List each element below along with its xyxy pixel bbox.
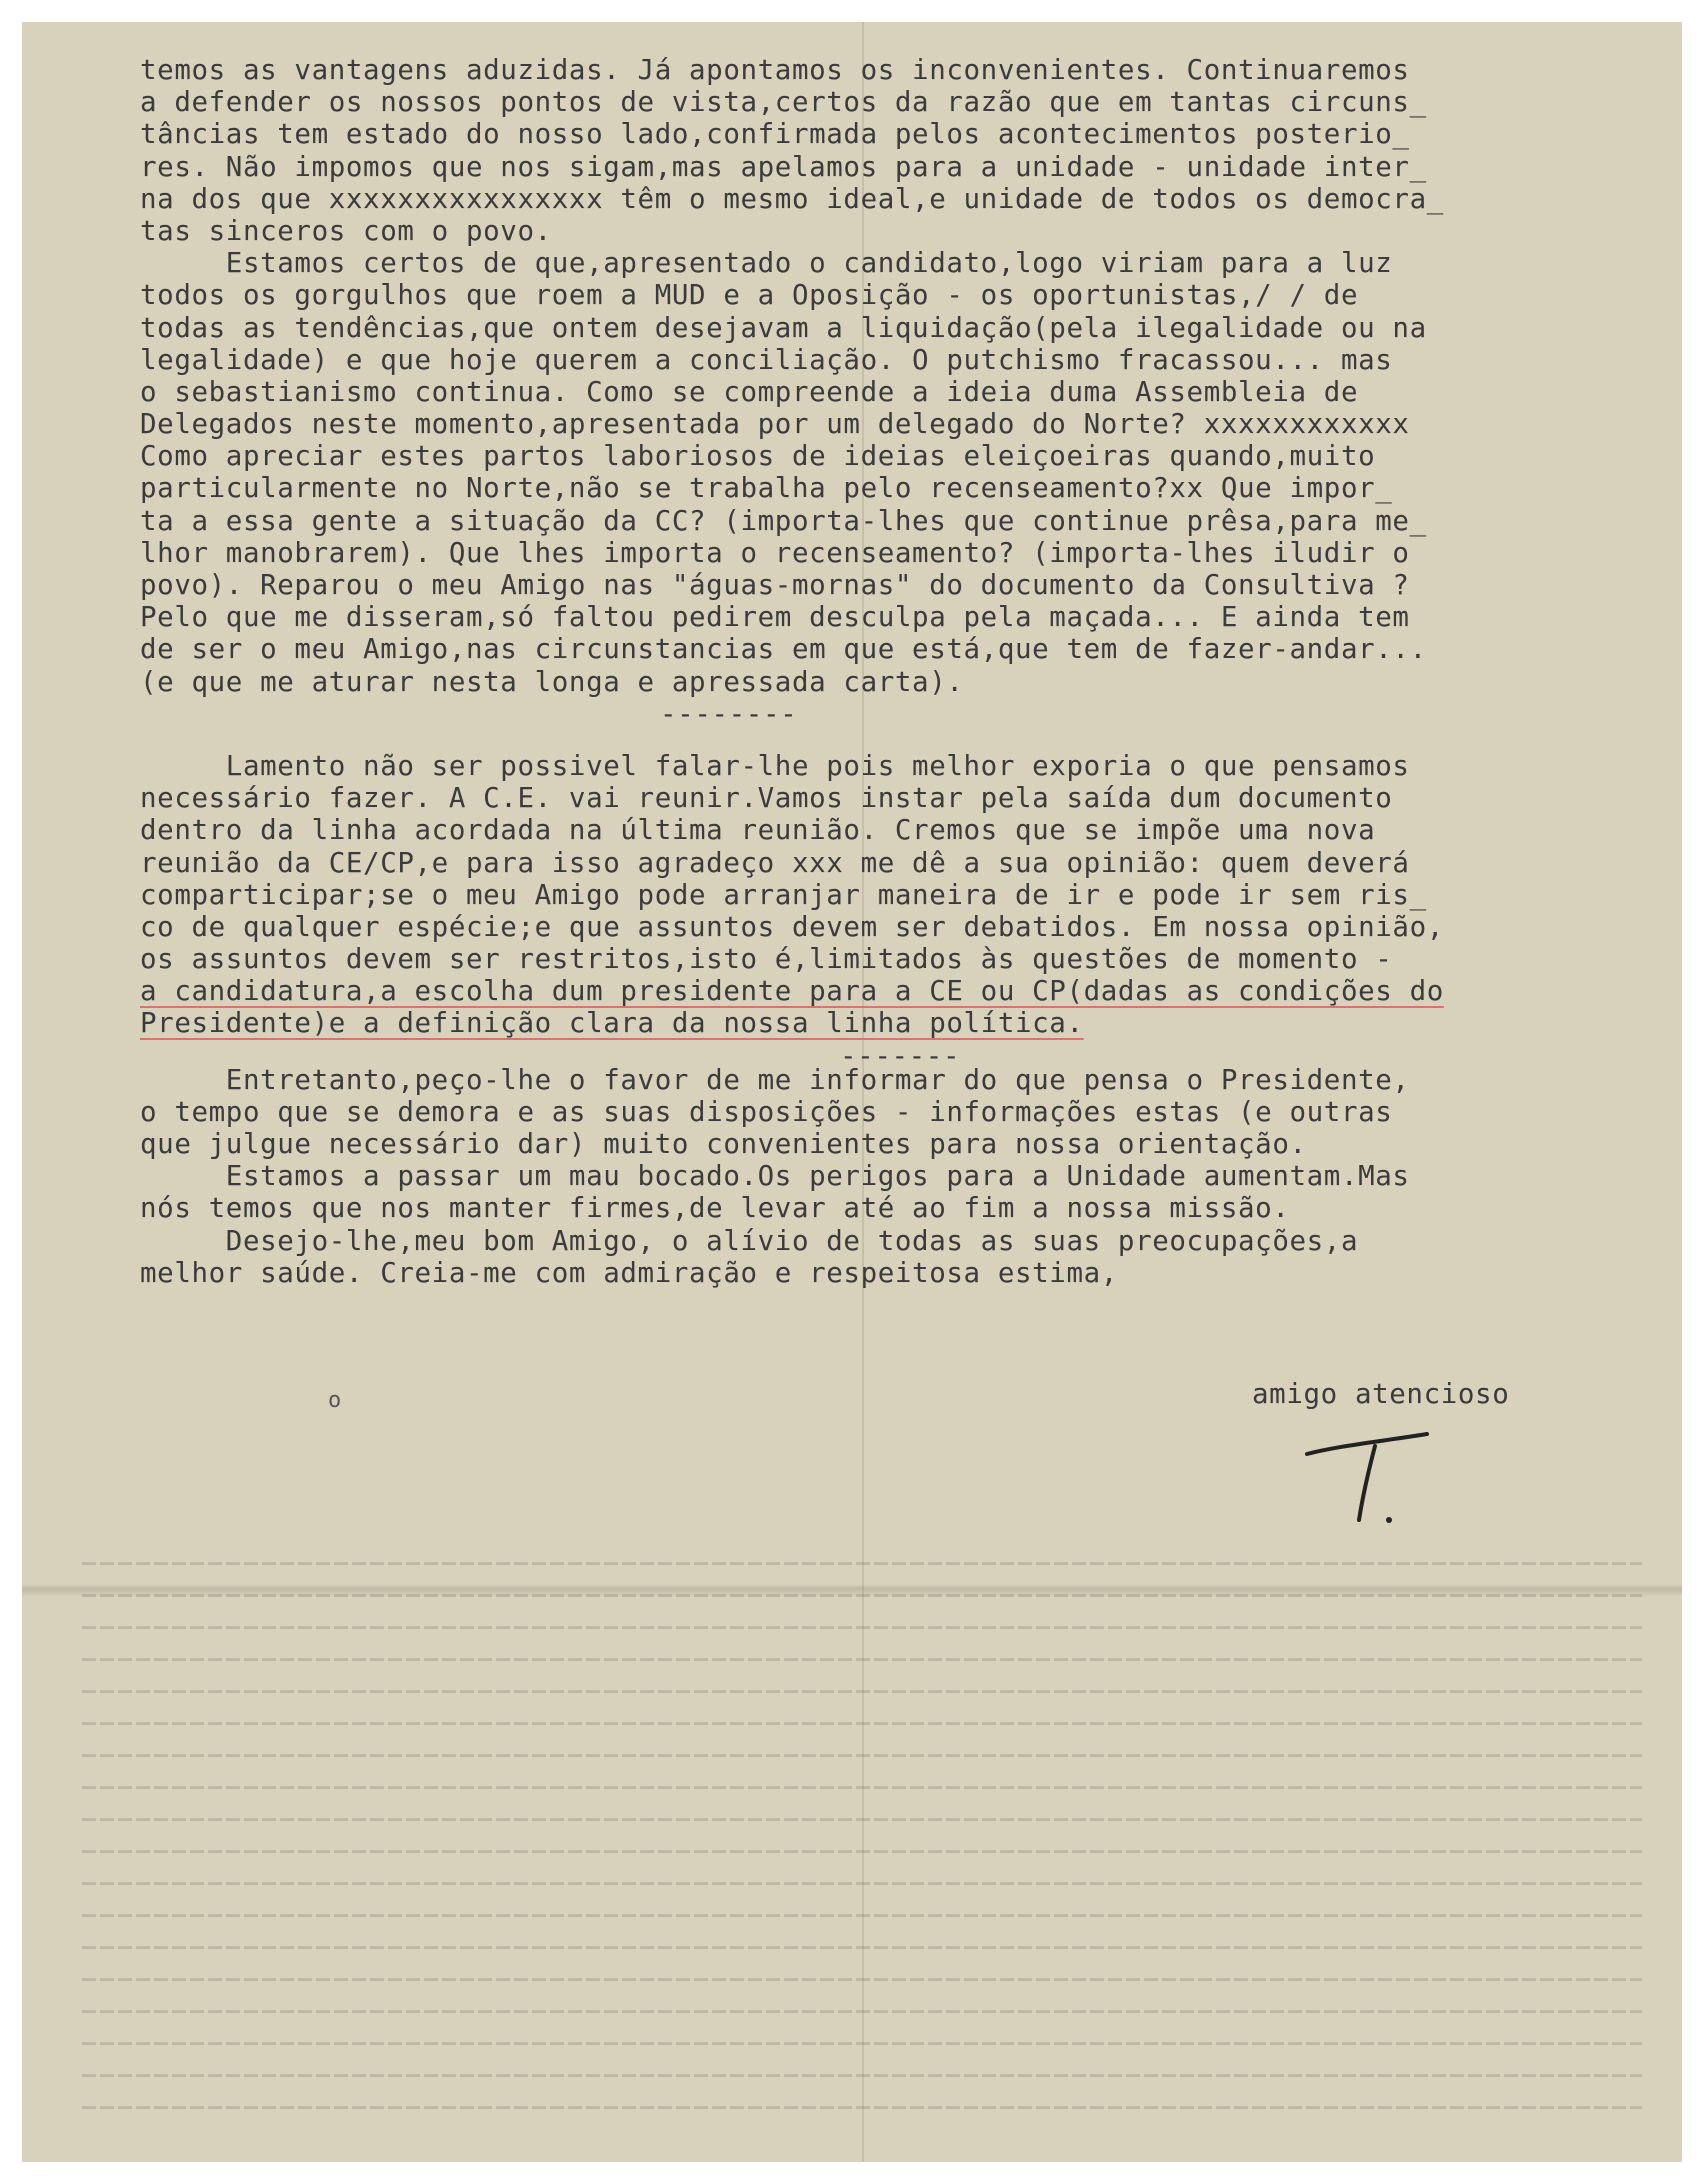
text-line: (e que me aturar nesta longa e apressada carta). bbox=[140, 665, 964, 698]
text-line: que julgue necessário dar) muito convenientes para nossa orientação. bbox=[140, 1128, 1307, 1160]
text-line: Pelo que me disseram,só faltou pedirem desculpa pela maçada... E ainda tem bbox=[140, 601, 1410, 634]
text-line: na dos que xxxxxxxxxxxxxxxx têm o mesmo ideal,e unidade de todos os democra_ bbox=[140, 182, 1444, 215]
text-line: reunião da CE/CP,e para isso agradeço xxx me dê a sua opinião: quem deverá bbox=[140, 846, 1410, 879]
text-line: tas sinceros com o povo. bbox=[140, 214, 552, 247]
text-line: temos as vantagens aduzidas. Já apontamos os inconvenientes. Continuaremos bbox=[140, 54, 1410, 86]
text-line: co de qualquer espécie;e que assuntos devem ser debatidos. Em nossa opinião, bbox=[140, 910, 1444, 943]
text-line: a defender os nossos pontos de vista,certos da razão que em tantas circuns_ bbox=[140, 86, 1427, 119]
letter-body bbox=[140, 54, 1680, 1289]
section-separator: ------- bbox=[840, 1039, 961, 1072]
underlined-text-line: Presidente)e a definição clara da nossa linha política. bbox=[140, 1007, 1084, 1040]
text-line: comparticipar;se o meu Amigo pode arranjar maneira de ir e pode ir sem ris_ bbox=[140, 878, 1427, 911]
underlined-text-line: a candidatura,a escolha dum presidente para a CE ou CP(dadas as condições do bbox=[140, 975, 1444, 1008]
text-line: nós temos que nos manter firmes,de levar até ao fim a nossa missão. bbox=[140, 1192, 1290, 1225]
text-line: particularmente no Norte,não se trabalha pelo recenseamento?xx Que impor_ bbox=[140, 472, 1393, 505]
text-line: o sebastianismo continua. Como se compreende a ideia duma Assembleia de bbox=[140, 375, 1359, 408]
paragraph-gap bbox=[140, 730, 1680, 750]
text-line: todas as tendências,que ontem desejavam a liquidação(pela ilegalidade ou na bbox=[140, 311, 1427, 344]
handwritten-signature bbox=[1297, 1424, 1437, 1534]
text-line: os assuntos devem ser restritos,isto é,limitados às questões de momento - bbox=[140, 943, 1393, 976]
text-line: Estamos certos de que,apresentado o candidato,logo viriam para a luz bbox=[140, 247, 1393, 280]
text-line: povo). Reparou o meu Amigo nas "águas-mornas" do documento da Consultiva ? bbox=[140, 569, 1410, 601]
text-line: legalidade) e que hoje querem a conciliação. O putchismo fracassou... mas bbox=[140, 343, 1393, 376]
text-line: Delegados neste momento,apresentada por um delegado do Norte? xxxxxxxxxxxx bbox=[140, 408, 1410, 441]
letter-page bbox=[22, 22, 1682, 2162]
text-line: necessário fazer. A C.E. vai reunir.Vamos instar pela saída dum documento bbox=[140, 782, 1393, 815]
text-line: Entretanto,peço-lhe o favor de me informar do que pensa o Presidente, bbox=[140, 1063, 1410, 1096]
text-line: tâncias tem estado do nosso lado,confirmada pelos acontecimentos posterio_ bbox=[140, 118, 1410, 151]
text-line: todos os gorgulhos que roem a MUD e a Oposição - os oportunistas,/ / de bbox=[140, 279, 1359, 312]
text-line: lhor manobrarem). Que lhes importa o recenseamento? (importa-lhes iludir o bbox=[140, 536, 1410, 569]
text-line: Como apreciar estes partos laboriosos de ideias eleiçoeiras quando,muito bbox=[140, 440, 1376, 473]
text-line: ta a essa gente a situação da CC? (importa-lhes que continue prêsa,para me_ bbox=[140, 504, 1427, 537]
text-line: dentro da linha acordada na última reunião. Cremos que se impõe uma nova bbox=[140, 814, 1376, 847]
section-separator: -------- bbox=[660, 697, 798, 730]
stray-mark: o bbox=[328, 1388, 342, 1413]
text-line: o tempo que se demora e as suas disposições - informações estas (e outras bbox=[140, 1095, 1393, 1128]
closing-salutation: amigo atencioso bbox=[1252, 1378, 1510, 1410]
text-line: de ser o meu Amigo,nas circunstancias em que está,que tem de fazer-andar... bbox=[140, 633, 1427, 666]
text-line: Estamos a passar um mau bocado.Os perigos para a Unidade aumentam.Mas bbox=[140, 1160, 1410, 1193]
text-line: Desejo-lhe,meu bom Amigo, o alívio de todas as suas preocupações,a bbox=[140, 1224, 1359, 1257]
reverse-side-bleed-through bbox=[82, 1562, 1642, 2122]
text-line: Lamento não ser possivel falar-lhe pois melhor exporia o que pensamos bbox=[140, 749, 1410, 782]
text-line: res. Não impomos que nos sigam,mas apelamos para a unidade - unidade inter_ bbox=[140, 150, 1427, 183]
text-line: melhor saúde. Creia-me com admiração e respeitosa estima, bbox=[140, 1256, 1118, 1289]
